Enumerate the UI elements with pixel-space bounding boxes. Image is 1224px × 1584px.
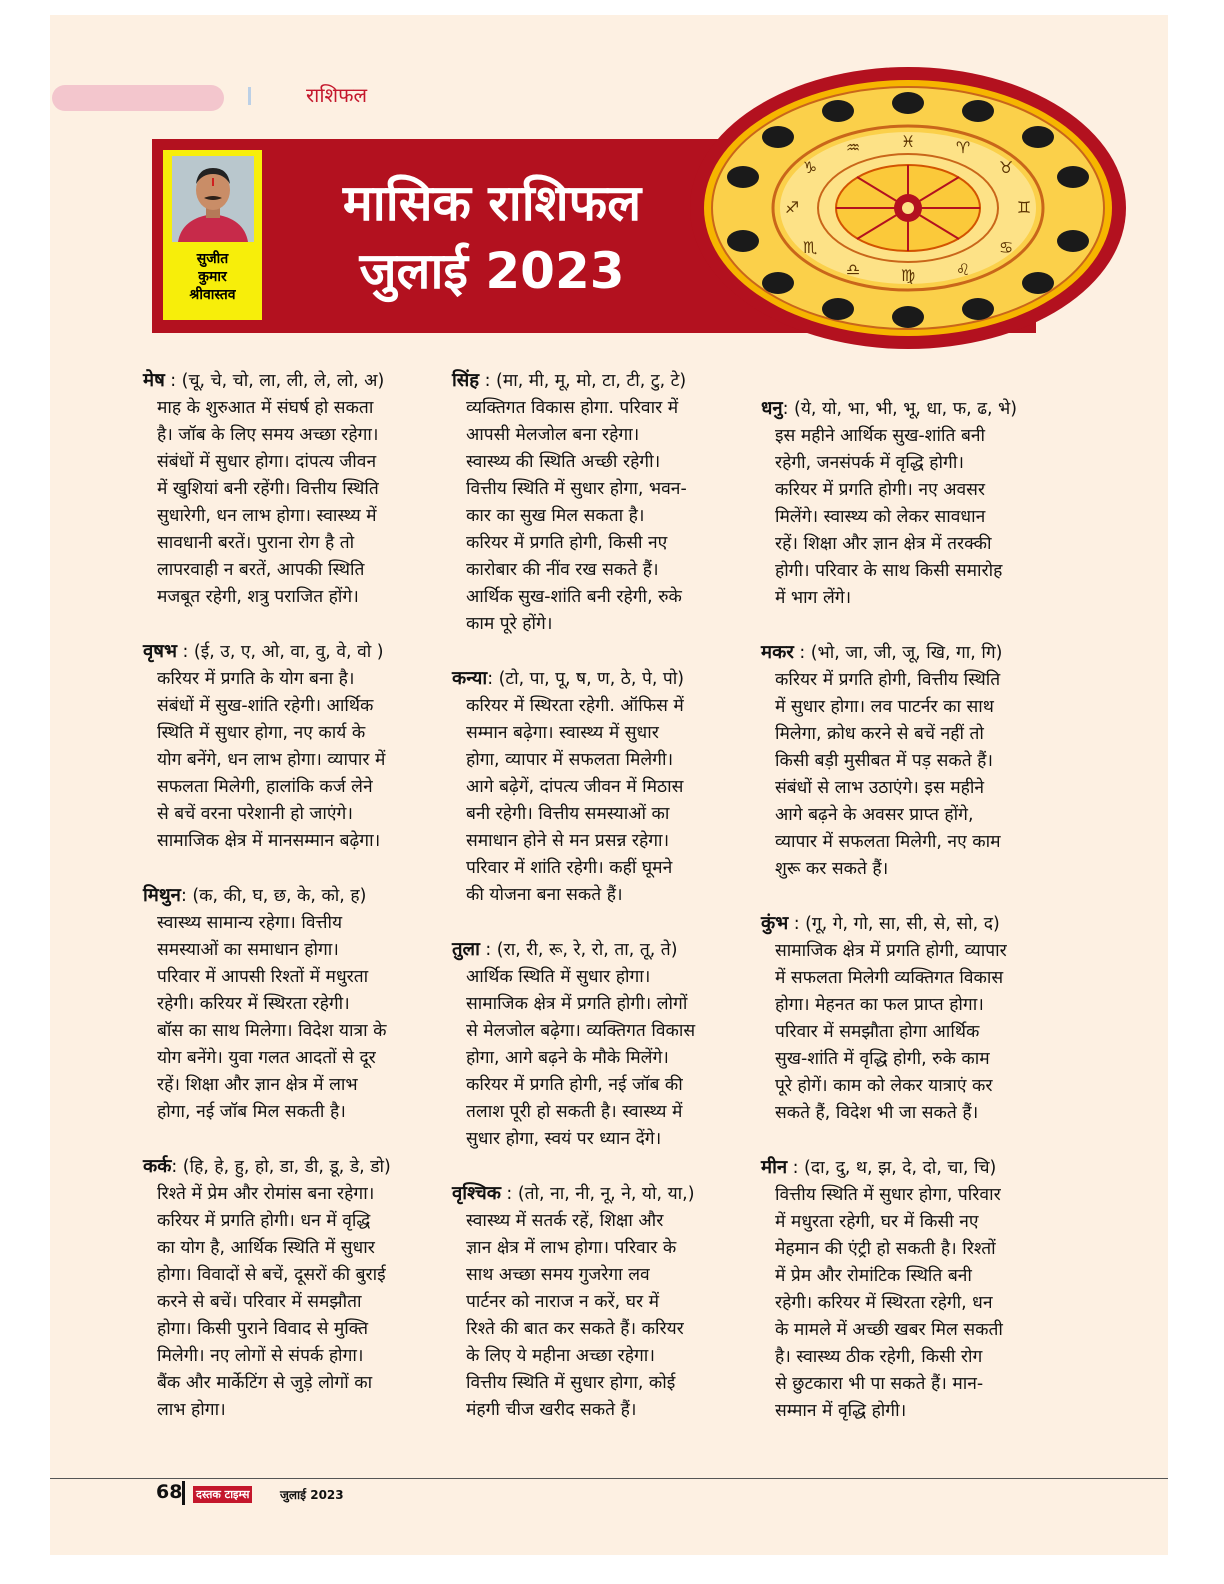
footer-divider (182, 1481, 185, 1505)
rashi-text-line: वित्तीय स्थिति में सुधार होगा, परिवार (775, 1185, 1001, 1205)
svg-text:♊: ♊ (1016, 198, 1032, 217)
rashi-text-line: करियर में प्रगति होगी। धन में वृद्धि (157, 1211, 371, 1231)
rashi-text-line: सुधारेगी, धन लाभ होगा। स्वास्थ्य में (157, 506, 377, 526)
rashi-separator: : (788, 914, 800, 934)
rashi-text-line: संबंधों में सुधार होगा। दांपत्य जीवन (157, 452, 377, 472)
rashi-text-line: आर्थिक सुख-शांति बनी रहेगी, रुके (466, 587, 682, 607)
svg-text:♎: ♎ (845, 260, 861, 279)
rashi-name: मीन (761, 1157, 788, 1178)
svg-text:♌: ♌ (955, 260, 971, 279)
rashi-entry-tula (452, 936, 695, 1153)
rashi-text-line: आर्थिक स्थिति में सुधार होगा। (466, 967, 651, 987)
rashi-text-line: तलाश पूरी हो सकती है। स्वास्थ्य में (466, 1102, 683, 1122)
rashi-text-line: है। स्वास्थ्य ठीक रहेगी, किसी रोग (775, 1347, 983, 1367)
rashi-text-line: माह के शुरुआत में संघर्ष हो सकता (157, 398, 374, 418)
svg-text:♋: ♋ (998, 238, 1014, 257)
rashi-text-line: सम्मान में वृद्धि होगी। (775, 1401, 907, 1421)
rashi-text-line: सफलता मिलेगी, हालांकि कर्ज लेने (157, 777, 373, 797)
rashi-syllables: (क, की, घ, छ, के, को, ह) (186, 886, 367, 906)
rashi-separator: : (500, 1184, 513, 1204)
rashi-text-line: से छुटकारा भी पा सकते हैं। मान- (775, 1374, 984, 1394)
rashi-text-line: काम पूरे होंगे। (466, 614, 553, 634)
rashi-text-line: करियर में प्रगति होगी। नए अवसर (775, 480, 986, 500)
rashi-separator: : (164, 371, 177, 391)
rashi-entry-singh (452, 367, 695, 638)
rashi-text-line: होगा, आगे बढ़ने के मौके मिलेंगे। (466, 1048, 669, 1068)
rashi-syllables: (रा, री, रू, रे, रो, ता, तू, ते) (491, 940, 678, 960)
rashi-name: कन्या (452, 668, 488, 689)
rashi-text-line: सुधार होगा, स्वयं पर ध्यान देंगे। (466, 1129, 662, 1149)
rashi-text-line: कारोबार की नींव रख सकते हैं। (466, 560, 659, 580)
rashi-text-line: करने से बचें। परिवार में समझौता (157, 1292, 362, 1312)
header-divider (248, 87, 251, 105)
rashi-text-line: करियर में स्थिरता रहेगी. ऑफिस में (466, 696, 684, 716)
rashi-text-line: मिलेगी। नए लोगों से संपर्क होगा। (157, 1346, 364, 1366)
rashi-text-line: में सफलता मिलेगी व्यक्तिगत विकास (775, 968, 1004, 988)
column-3 (761, 395, 1017, 1452)
column-1 (143, 367, 391, 1451)
svg-text:♍: ♍ (900, 266, 916, 285)
rashi-text-line: समाधान होने से मन प्रसन्न रहेगा। (466, 831, 670, 851)
rashi-text-line: रहें। शिक्षा और ज्ञान क्षेत्र में लाभ (157, 1075, 358, 1095)
rashi-text-line: संबंधों में सुख-शांति रहेगी। आर्थिक (157, 696, 374, 716)
rashi-text-line: वित्तीय स्थिति में सुधार होगा, कोई (466, 1373, 676, 1393)
rashi-text-line: आपसी मेलजोल बना रहेगा। (466, 425, 640, 445)
rashi-entry-vrishabh (143, 638, 391, 855)
rashi-syllables: (ये, यो, भा, भी, भू, धा, फ, ढ, भे) (788, 399, 1018, 419)
rashi-text-line: सकते हैं, विदेश भी जा सकते हैं। (775, 1103, 979, 1123)
rashi-text-line: ज्ञान क्षेत्र में लाभ होगा। परिवार के (466, 1238, 677, 1258)
rashi-text-line: मजबूत रहेगी, शत्रु पराजित होंगे। (157, 587, 359, 607)
author-name-line: सुजीत (196, 251, 229, 267)
rashi-text-line: कार का सुख मिल सकता है। (466, 506, 645, 526)
rashi-text-line: साथ अच्छा समय गुजरेगा लव (466, 1265, 650, 1285)
svg-text:♑: ♑ (802, 158, 818, 177)
rashi-separator: : (479, 371, 491, 391)
rashi-syllables: (हि, हे, हु, हो, डा, डी, डू, डे, डो) (177, 1157, 391, 1177)
rashi-text-line: मंहगी चीज खरीद सकते हैं। (466, 1400, 637, 1420)
author-name (163, 250, 262, 304)
rashi-entry-meen (761, 1154, 1017, 1425)
rashi-syllables: (तो, ना, नी, नू, ने, यो, या,) (512, 1184, 695, 1204)
rashi-text-line: मिलेगा, क्रोध करने से बचें नहीं तो (775, 724, 984, 744)
rashi-name: मिथुन (143, 885, 181, 906)
rashi-name: वृषभ (143, 641, 177, 662)
issue-date: जुलाई 2023 (280, 1488, 344, 1502)
section-label: राशिफल (306, 83, 368, 107)
svg-text:♓: ♓ (900, 132, 916, 151)
rashi-text-line: में खुशियां बनी रहेंगी। वित्तीय स्थिति (157, 479, 379, 499)
footer-rule (50, 1478, 1168, 1479)
author-photo (172, 156, 254, 242)
rashi-text-line: में मधुरता रहेगी, घर में किसी नए (775, 1212, 979, 1232)
rashi-name: तुला (452, 939, 480, 960)
rashi-entry-makar (761, 639, 1017, 883)
title-line-1: मासिक राशिफल (342, 174, 642, 232)
rashi-name: धनु (761, 398, 783, 419)
rashi-text-line: बनी रहेगी। वित्तीय समस्याओं का (466, 804, 670, 824)
svg-text:♏: ♏ (802, 238, 818, 257)
rashi-text-line: में भाग लेंगे। (775, 588, 852, 608)
column-2 (452, 367, 695, 1451)
rashi-text-line: व्यापार में सफलता मिलेगी, नए काम (775, 832, 1001, 852)
rashi-text-line: रहें। शिक्षा और ज्ञान क्षेत्र में तरक्की (775, 534, 992, 554)
rashi-text-line: करियर में प्रगति होगी, वित्तीय स्थिति (775, 670, 1001, 690)
rashi-text-line: रहेगी। करियर में स्थिरता रहेगी, धन (775, 1293, 993, 1313)
rashi-text-line: में सुधार होगा। लव पाटर्नर का साथ (775, 697, 994, 717)
rashi-text-line: है। जॉब के लिए समय अच्छा रहेगा। (157, 425, 379, 445)
rashi-text-line: में प्रेम और रोमांटिक स्थिति बनी (775, 1266, 972, 1286)
rashi-text-line: योग बनेंगे। युवा गलत आदतों से दूर (157, 1048, 376, 1068)
rashi-text-line: संबंधों से लाभ उठाएंगे। इस महीने (775, 778, 985, 798)
rashi-text-line: होगा। विवादों से बचें, दूसरों की बुराई (157, 1265, 386, 1285)
rashi-text-line: करियर में प्रगति होगी, नई जॉब की (466, 1075, 683, 1095)
rashi-name: कुंभ (761, 913, 789, 934)
rashi-text-line: होगा, नई जॉब मिल सकती है। (157, 1102, 346, 1122)
rashi-syllables: (दा, दु, थ, झ, दे, दो, चा, चि) (798, 1158, 997, 1178)
rashi-text-line: समस्याओं का समाधान होगा। (157, 940, 339, 960)
rashi-name: मेष (143, 370, 165, 391)
rashi-entry-vrishchik (452, 1180, 695, 1424)
rashi-syllables: (ई, उ, ए, ओ, वा, वु, वे, वो ) (188, 642, 384, 662)
rashi-text-line: रहेगी, जनसंपर्क में वृद्धि होगी। (775, 453, 964, 473)
rashi-separator: : (793, 643, 806, 663)
rashi-text-line: पार्टनर को नाराज न करें, घर में (466, 1292, 660, 1312)
rashi-text-line: मेहमान की एंट्री हो सकती है। रिश्तों (775, 1239, 996, 1259)
rashi-text-line: करियर में प्रगति के योग बना है। (157, 669, 355, 689)
rashi-text-line: परिवार में आपसी रिश्तों में मधुरता (157, 967, 369, 987)
page-title (312, 169, 672, 305)
rashi-syllables: (मा, मी, मू, मो, टा, टी, टु, टे) (490, 371, 687, 391)
rashi-text-line: करियर में प्रगति होगी, किसी नए (466, 533, 668, 553)
rashi-text-line: रिश्ते की बात कर सकते हैं। करियर (466, 1319, 684, 1339)
rashi-entry-kumbh (761, 910, 1017, 1127)
rashi-separator: : (782, 399, 789, 419)
rashi-text-line: स्वास्थ्य में सतर्क रहें, शिक्षा और (466, 1211, 664, 1231)
rashi-text-line: किसी बड़ी मुसीबत में पड़ सकते हैं। (775, 751, 993, 771)
rashi-separator: : (177, 642, 189, 662)
author-name-line: श्रीवास्तव (189, 287, 236, 303)
rashi-text-line: लाभ होगा। (157, 1400, 226, 1420)
rashi-entry-mesh (143, 367, 391, 611)
rashi-entry-mithun (143, 882, 391, 1126)
rashi-text-line: परिवार में शांति रहेगी। कहीं घूमने (466, 858, 673, 878)
rashi-text-line: बॉस का साथ मिलेगा। विदेश यात्रा के (157, 1021, 387, 1041)
rashi-text-line: रहेगी। करियर में स्थिरता रहेगी। (157, 994, 350, 1014)
rashi-text-line: सम्मान बढ़ेगा। स्वास्थ्य में सुधार (466, 723, 659, 743)
rashi-text-line: सावधानी बरतें। पुराना रोग है तो (157, 533, 355, 553)
svg-text:♈: ♈ (955, 138, 971, 157)
rashi-text-line: से मेलजोल बढ़ेगा। व्यक्तिगत विकास (466, 1021, 696, 1041)
rashi-entry-kark (143, 1153, 391, 1424)
rashi-text-line: वित्तीय स्थिति में सुधार होगा, भवन- (466, 479, 687, 499)
svg-text:♐: ♐ (784, 198, 800, 217)
rashi-separator: : (787, 1158, 799, 1178)
rashi-text-line: स्वास्थ्य सामान्य रहेगा। वित्तीय (157, 913, 343, 933)
rashi-text-line: के लिए ये महीना अच्छा रहेगा। (466, 1346, 655, 1366)
rashi-text-line: सामाजिक क्षेत्र में मानसम्मान बढ़ेगा। (157, 831, 381, 851)
svg-text:♉: ♉ (998, 158, 1014, 177)
rashi-text-line: व्यक्तिगत विकास होगा. परिवार में (466, 398, 679, 418)
rashi-text-line: का योग है, आर्थिक स्थिति में सुधार (157, 1238, 375, 1258)
rashi-entry-dhanu (761, 395, 1017, 612)
rashi-name: मकर (761, 642, 794, 663)
rashi-separator: : (171, 1157, 178, 1177)
rashi-name: सिंह (452, 370, 480, 391)
rashi-text-line: परिवार में समझौता होगा आर्थिक (775, 1022, 980, 1042)
rashi-separator: : (487, 669, 494, 689)
rashi-text-line: पूरे होगें। काम को लेकर यात्राएं कर (775, 1076, 993, 1096)
header-pill (52, 85, 224, 111)
rashi-separator: : (180, 886, 187, 906)
author-box (163, 150, 262, 320)
rashi-syllables: (गू, गे, गो, सा, सी, से, सो, द) (799, 914, 1000, 934)
author-name-line: कुमार (198, 269, 227, 285)
rashi-text-line: रिश्ते में प्रेम और रोमांस बना रहेगा। (157, 1184, 375, 1204)
magazine-logo: दस्तक टाइम्स (193, 1486, 252, 1503)
page-number: 68 (156, 1481, 183, 1503)
rashi-text-line: लापरवाही न बरतें, आपकी स्थिति (157, 560, 365, 580)
rashi-text-line: आगे बढ़ेगें, दांपत्य जीवन में मिठास (466, 777, 684, 797)
svg-text:♒: ♒ (845, 138, 861, 157)
rashi-syllables: (भो, जा, जी, जू, खि, गा, गि) (805, 643, 1003, 663)
rashi-text-line: मिलेंगे। स्वास्थ्य को लेकर सावधान (775, 507, 986, 527)
rashi-text-line: से बचें वरना परेशानी हो जाएंगे। (157, 804, 353, 824)
rashi-separator: : (479, 940, 492, 960)
title-line-2: जुलाई 2023 (359, 242, 625, 300)
rashi-text-line: योग बनेंगे, धन लाभ होगा। व्यापार में (157, 750, 386, 770)
rashi-text-line: स्थिति में सुधार होगा, नए कार्य के (157, 723, 366, 743)
rashi-syllables: (टो, पा, पू, ष, ण, ठे, पे, पो) (493, 669, 685, 689)
rashi-text-line: सामाजिक क्षेत्र में प्रगति होगी, व्यापार (775, 941, 1007, 961)
rashi-text-line: सुख-शांति में वृद्धि होगी, रुके काम (775, 1049, 990, 1069)
rashi-text-line: होगी। परिवार के साथ किसी समारोह (775, 561, 1003, 581)
rashi-text-line: सामाजिक क्षेत्र में प्रगति होगी। लोगों (466, 994, 688, 1014)
magazine-page (50, 15, 1168, 1555)
rashi-text-line: होगा, व्यापार में सफलता मिलेगी। (466, 750, 674, 770)
rashi-text-line: आगे बढ़ने के अवसर प्राप्त होंगे, (775, 805, 974, 825)
rashi-text-line: के मामले में अच्छी खबर मिल सकती (775, 1320, 1003, 1340)
rashi-entry-kanya (452, 665, 695, 909)
rashi-syllables: (चू, चे, चो, ला, ली, ले, लो, अ) (176, 371, 385, 391)
rashi-name: कर्क (143, 1156, 172, 1177)
rashi-name: वृश्चिक (452, 1183, 501, 1204)
rashi-text-line: होगा। मेहनत का फल प्राप्त होगा। (775, 995, 984, 1015)
rashi-text-line: होगा। किसी पुराने विवाद से मुक्ति (157, 1319, 369, 1339)
rashi-text-line: शुरू कर सकते हैं। (775, 859, 889, 879)
rashi-text-line: स्वास्थ्य की स्थिति अच्छी रहेगी। (466, 452, 661, 472)
rashi-text-line: इस महीने आर्थिक सुख-शांति बनी (775, 426, 986, 446)
zodiac-wheel-icon (688, 65, 1128, 351)
rashi-text-line: की योजना बना सकते हैं। (466, 885, 623, 905)
rashi-text-line: बैंक और मार्केटिंग से जुड़े लोगों का (157, 1373, 373, 1393)
